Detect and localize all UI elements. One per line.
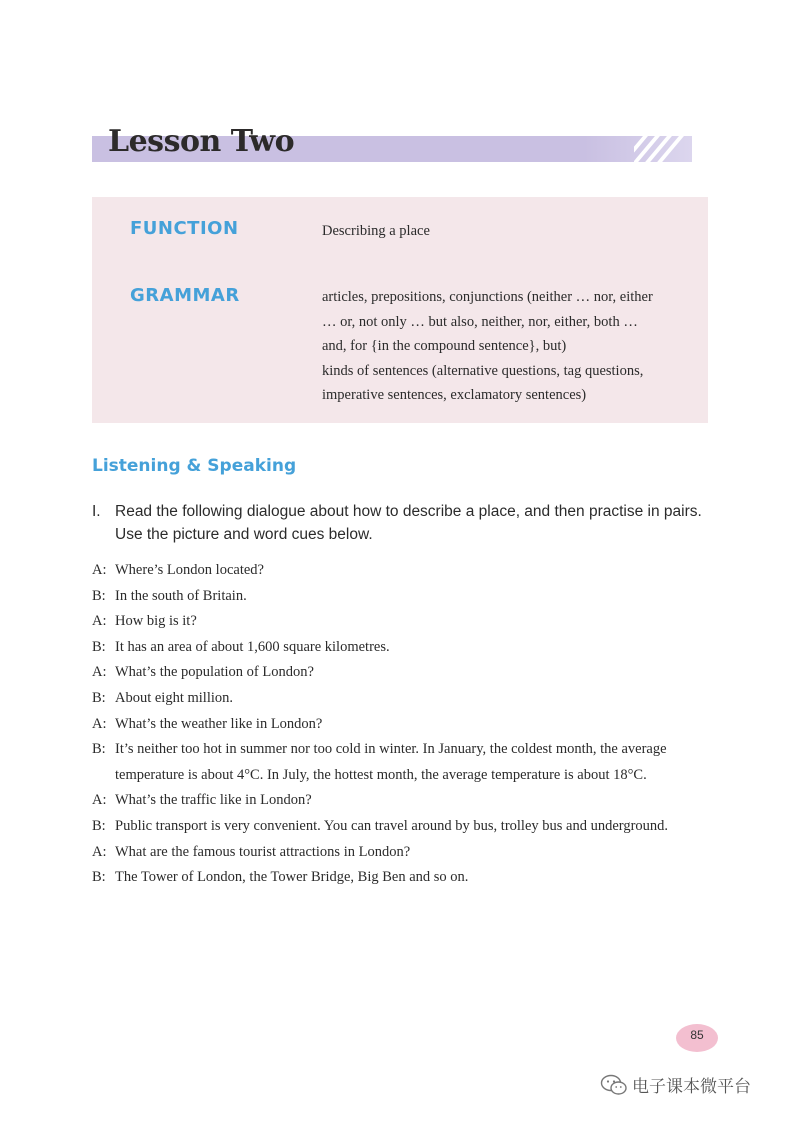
speaker-label: A: [92,792,107,809]
dialogue-line [92,686,732,712]
speaker-label: A: [92,715,107,732]
section-heading: Listening & Speaking [92,456,297,476]
dialogue-text: How big is it? [115,613,197,630]
speaker-label: A: [92,843,107,860]
dialogue-text: What’s the traffic like in London? [115,792,312,809]
speaker-label: A: [92,562,107,578]
speaker-label: A: [92,613,107,630]
instruction-line: Use the picture and word cues below. [115,526,373,543]
dialogue-line [92,788,732,814]
dialogue-line [92,558,732,584]
grammar-line: imperative sentences, exclamatory sentences) [322,387,587,404]
grammar-line: … or, not only … but also, neither, nor, either, both … [322,313,638,330]
dialogue [92,558,732,891]
speaker-label: B: [92,689,106,706]
speaker-label: A: [92,664,107,681]
function-label: FUNCTION [130,218,239,239]
dialogue-line [92,660,732,686]
dialogue-text: Where’s London located? [115,562,264,578]
wechat-icon [600,1074,628,1096]
dialogue-text: What’s the population of London? [115,664,314,681]
title-band-stripes [634,136,698,162]
exercise-number: I. [92,503,101,520]
speaker-label: B: [92,587,106,604]
grammar-line: kinds of sentences (alternative questions, tag questions, [322,362,644,379]
dialogue-line [92,609,732,635]
dialogue-line [92,712,732,738]
grammar-line: and, for {in the compound sentence}, but) [322,338,567,355]
dialogue-text: What’s the weather like in London? [115,715,323,732]
dialogue-text: What are the famous tourist attractions in London? [115,843,411,860]
dialogue-text: It’s neither too hot in summer nor too cold in winter. In January, the coldest month, the average [115,741,667,758]
dialogue-text: About eight million. [115,689,234,706]
grammar-label: GRAMMAR [130,285,240,306]
watermark-text: 电子课本微平台 [632,1077,751,1097]
watermark [600,1072,751,1097]
dialogue-line [92,840,732,866]
grammar-line: articles, prepositions, conjunctions (neither … nor, either [322,289,653,305]
speaker-label: B: [92,817,106,834]
dialogue-text: Public transport is very convenient. You can travel around by bus, trolley bus and underground. [115,817,669,834]
speaker-label: B: [92,741,106,758]
speaker-label: B: [92,638,106,655]
dialogue-text: The Tower of London, the Tower Bridge, Big Ben and so on. [115,869,469,886]
dialogue-line [92,584,732,610]
page-number: 85 [676,1024,718,1052]
lesson-title: Lesson Two [108,124,295,159]
speaker-label: B: [92,869,106,886]
dialogue-text: temperature is about 4°C. In July, the hottest month, the average temperature is about 18°C. [115,766,647,783]
exercise-instruction [92,500,722,546]
dialogue-line [92,737,732,788]
dialogue-text: It has an area of about 1,600 square kilometres. [115,638,390,655]
dialogue-line [92,635,732,661]
function-value: Describing a place [322,223,430,239]
dialogue-line [92,865,732,891]
lesson-info-box [92,197,708,423]
dialogue-text: In the south of Britain. [115,587,247,604]
dialogue-line [92,814,732,840]
grammar-value [322,285,682,408]
instruction-line: Read the following dialogue about how to describe a place, and then practise in pairs. [115,503,702,520]
